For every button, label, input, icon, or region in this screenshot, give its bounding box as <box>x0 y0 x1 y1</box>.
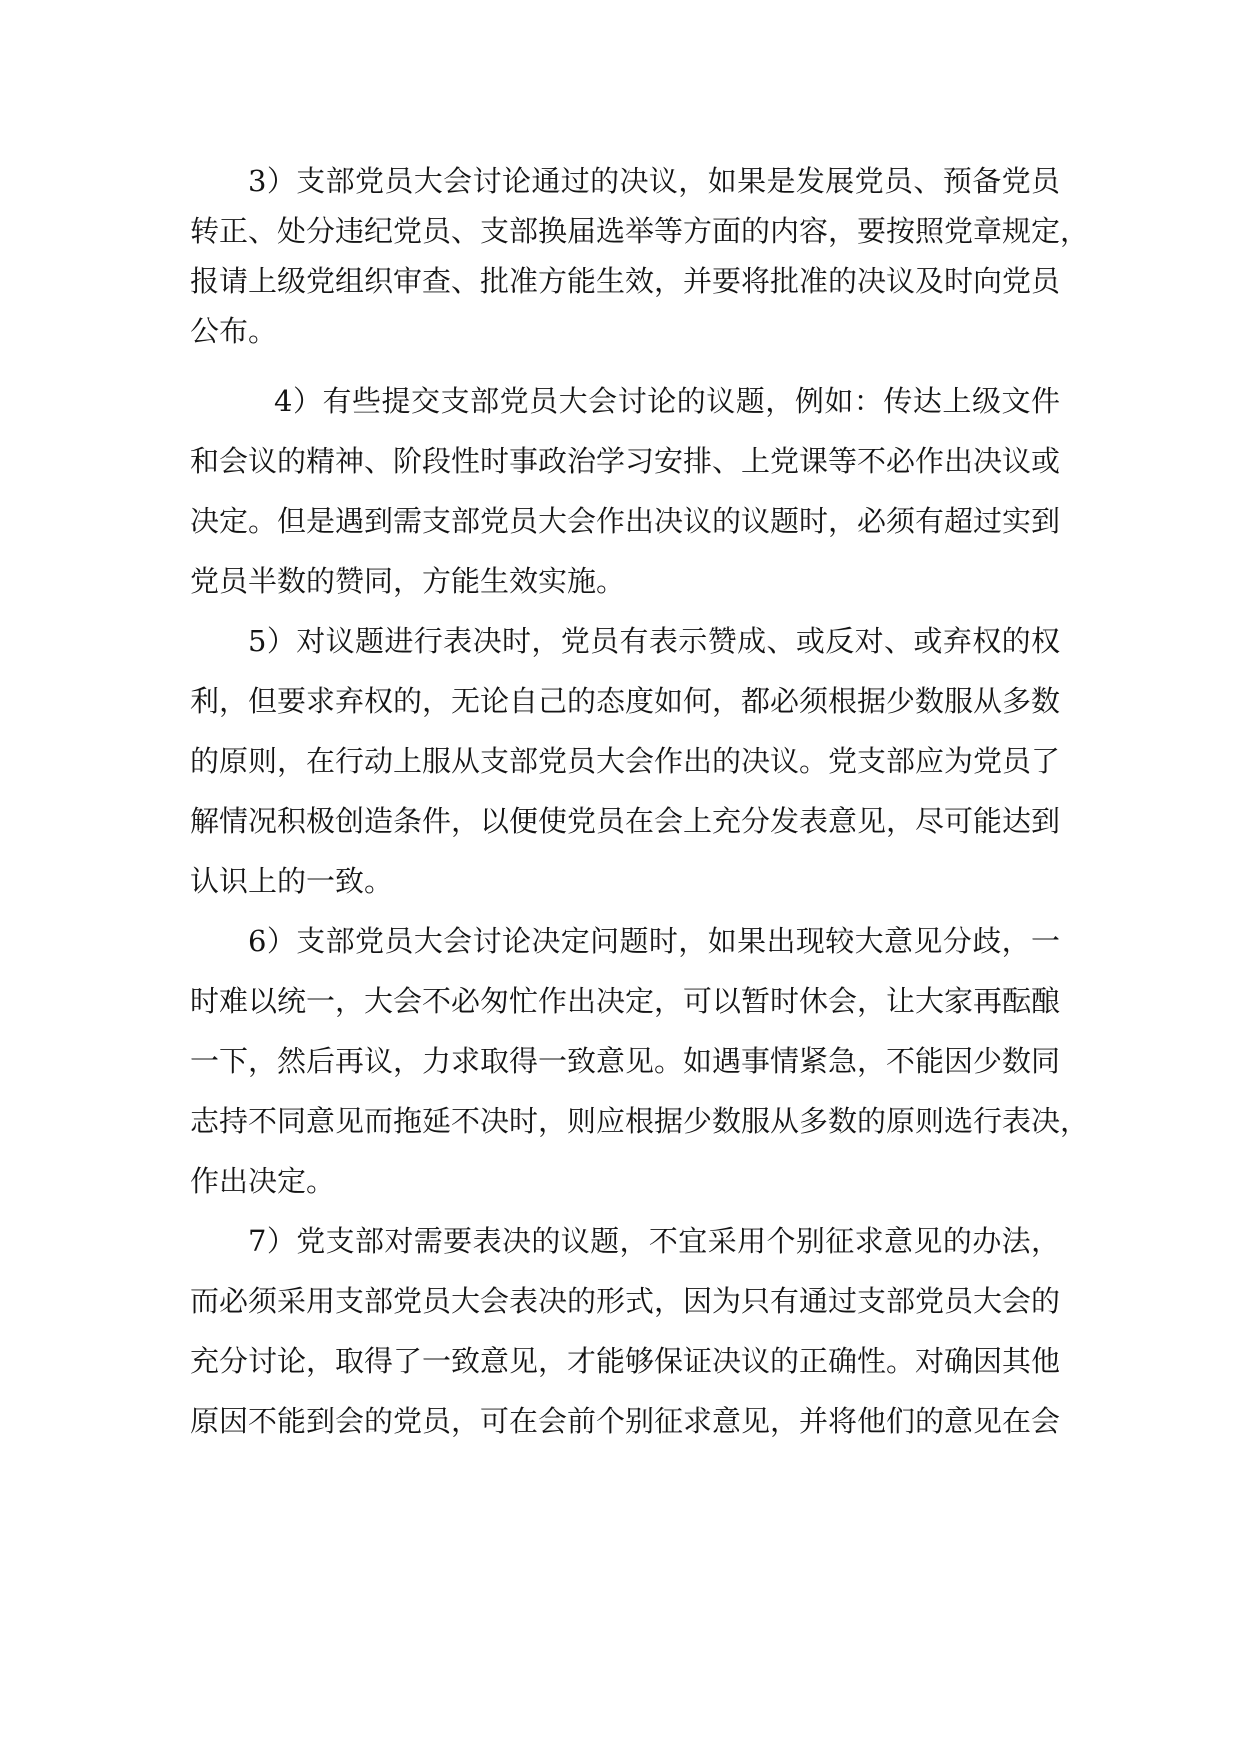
paragraph-6-line-1: 6）支部党员大会讨论决定问题时，如果出现较大意见分歧，一 <box>248 924 1060 958</box>
paragraph-6-line-3: 一下，然后再议，力求取得一致意见。如遇事情紧急，不能因少数同 <box>190 1044 1061 1078</box>
paragraph-4-line-4: 党员半数的赞同，方能生效实施。 <box>190 564 626 598</box>
paragraph-7-line-1: 7）党支部对需要表决的议题，不宜采用个别征求意见的办法， <box>248 1224 1060 1258</box>
paragraph-4-line-3: 决定。但是遇到需支部党员大会作出决议的议题时，必须有超过实到 <box>190 504 1061 538</box>
paragraph-7-line-2: 而必须采用支部党员大会表决的形式，因为只有通过支部党员大会的 <box>190 1284 1061 1318</box>
paragraph-6-line-5: 作出决定。 <box>190 1164 336 1198</box>
paragraph-5-line-2: 利，但要求弃权的，无论自己的态度如何，都必须根据少数服从多数 <box>190 684 1061 718</box>
paragraph-7-line-4: 原因不能到会的党员，可在会前个别征求意见，并将他们的意见在会 <box>190 1404 1061 1438</box>
paragraph-3-line-3: 报请上级党组织审查、批准方能生效，并要将批准的决议及时向党员 <box>190 264 1061 298</box>
paragraph-5-line-3: 的原则，在行动上服从支部党员大会作出的决议。党支部应为党员了 <box>190 744 1061 778</box>
paragraph-5-line-4: 解情况积极创造条件，以便使党员在会上充分发表意见，尽可能达到 <box>190 804 1061 838</box>
paragraph-3-line-4: 公布。 <box>190 314 278 348</box>
paragraph-4-line-2: 和会议的精神、阶段性时事政治学习安排、上党课等不必作出决议或 <box>190 444 1061 478</box>
paragraph-4-line-1: 4）有些提交支部党员大会讨论的议题，例如：传达上级文件 <box>274 384 1060 418</box>
paragraph-5-line-1: 5）对议题进行表决时，党员有表示赞成、或反对、或弃权的权 <box>248 624 1060 658</box>
paragraph-6-line-4: 志持不同意见而拖延不决时，则应根据少数服从多数的原则选行表决， <box>190 1104 1090 1138</box>
paragraph-3-line-1: 3）支部党员大会讨论通过的决议，如果是发展党员、预备党员 <box>248 164 1060 198</box>
paragraph-7-line-3: 充分讨论，取得了一致意见，才能够保证决议的正确性。对确因其他 <box>190 1344 1061 1378</box>
paragraph-6-line-2: 时难以统一，大会不必匆忙作出决定，可以暂时休会，让大家再酝酿 <box>190 984 1061 1018</box>
paragraph-5-line-5: 认识上的一致。 <box>190 864 394 898</box>
paragraph-3-line-2: 转正、处分违纪党员、支部换届选举等方面的内容，要按照党章规定， <box>190 214 1090 248</box>
